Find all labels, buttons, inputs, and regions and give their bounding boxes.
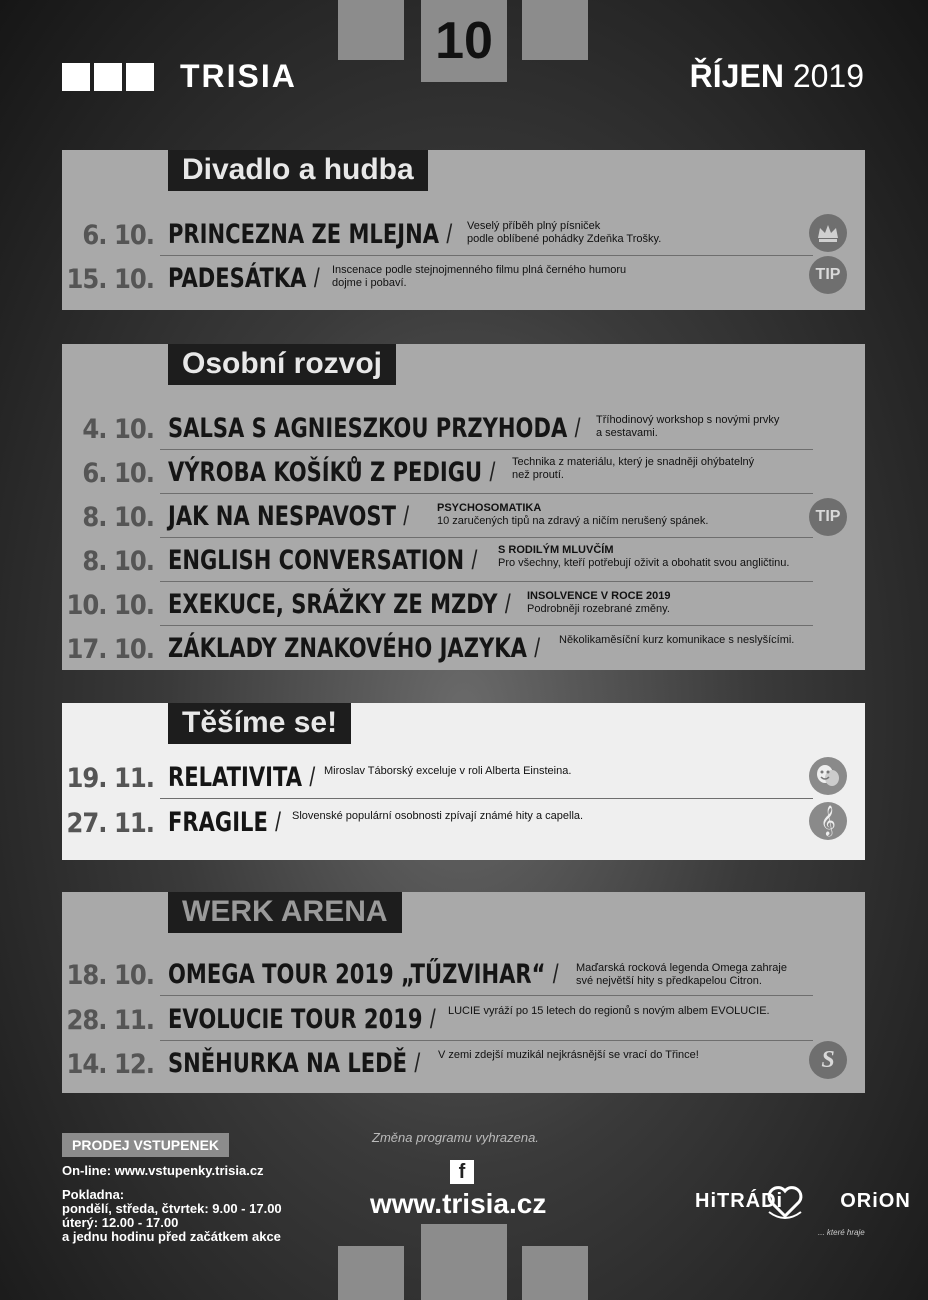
event-date: 10. 10. xyxy=(66,590,154,621)
event-title: VÝROBA KOŠÍKŮ Z PEDIGU / xyxy=(168,457,496,488)
hours-line-2: úterý: 12.00 - 17.00 xyxy=(62,1215,179,1230)
program-change-note: Změna programu vyhrazena. xyxy=(372,1130,539,1145)
ticket-sales-label: PRODEJ VSTUPENEK xyxy=(62,1133,229,1157)
month: ŘÍJEN xyxy=(689,58,784,94)
event-title: JAK NA NESPAVOST / xyxy=(168,501,410,532)
event-title: FRAGILE / xyxy=(168,807,282,838)
top-deco-block-right xyxy=(522,0,588,60)
event-row[interactable] xyxy=(62,256,865,300)
section-divadlo-a-hudba xyxy=(62,150,865,310)
event-desc: LUCIE vyráží po 15 letech do regionů s novým albem EVOLUCIE. xyxy=(448,1005,770,1017)
event-title: ENGLISH CONVERSATION / xyxy=(168,545,478,576)
event-desc: Několikaměsíční kurz komunikace s neslyšícími. xyxy=(559,634,795,646)
event-desc-text: 10 zaručených tipů na zdravý a ničím nerušený spánek. xyxy=(437,515,709,527)
radio-name-right: ORiON xyxy=(840,1190,911,1212)
event-date: 6. 10. xyxy=(82,220,154,251)
event-row[interactable] xyxy=(62,952,865,996)
event-date: 8. 10. xyxy=(82,546,154,577)
event-desc: Miroslav Táborský exceluje v roli Alberta Einsteina. xyxy=(324,765,572,777)
event-desc: Veselý příběh plný písniček podle oblíbené pohádky Zdeňka Trošky. xyxy=(467,220,662,245)
year: 2019 xyxy=(792,58,864,94)
event-title: EVOLUCIE TOUR 2019 / xyxy=(168,1004,436,1035)
bottom-deco-block-right xyxy=(522,1246,588,1300)
event-desc-text: Pro všechny, kteří potřebují oživit a obohatit svou angličtinu. xyxy=(498,557,790,569)
event-row[interactable] xyxy=(62,755,865,799)
event-date: 6. 10. xyxy=(82,458,154,489)
event-desc-text: Podrobněji rozebrané změny. xyxy=(527,603,670,615)
event-row[interactable] xyxy=(62,538,865,582)
logo-text: TRISIA xyxy=(180,58,297,94)
event-row[interactable] xyxy=(62,1041,865,1085)
event-date: 27. 11. xyxy=(66,808,154,839)
event-desc: V zemi zdejší muzikál nejkrásnější se vrací do Třince! xyxy=(438,1049,699,1061)
event-desc-heading: S RODILÝM MLUVČÍM xyxy=(498,544,614,556)
event-title: PRINCEZNA ZE MLEJNA / xyxy=(168,219,453,250)
event-desc xyxy=(498,544,789,570)
box-office-info xyxy=(62,1188,282,1244)
bottom-deco-block-left xyxy=(338,1246,404,1300)
event-date: 15. 10. xyxy=(66,264,154,295)
event-desc xyxy=(437,502,708,528)
website-link[interactable]: www.trisia.cz xyxy=(370,1188,547,1219)
event-desc: Slovenské populární osobnosti zpívají známé hity a capella. xyxy=(292,810,584,822)
crown-icon xyxy=(809,214,847,252)
online-sales[interactable]: On-line: www.vstupenky.trisia.cz xyxy=(62,1163,264,1178)
event-row[interactable] xyxy=(62,494,865,538)
treble-clef-icon: 𝄞 xyxy=(809,802,847,840)
radio-name-left: HiTRÁDi xyxy=(695,1190,784,1212)
event-title: PADESÁTKA / xyxy=(168,263,320,294)
top-deco-block-left xyxy=(338,0,404,60)
event-row[interactable] xyxy=(62,212,865,256)
section-werk-arena xyxy=(62,892,865,1093)
tip-badge: TIP xyxy=(809,498,847,536)
logo-squares-icon xyxy=(62,63,154,91)
event-title: RELATIVITA / xyxy=(168,762,316,793)
hours-line-1: pondělí, středa, čtvrtek: 9.00 - 17.00 xyxy=(62,1201,282,1216)
heart-icon xyxy=(765,1182,805,1222)
hours-line-3: a jednu hodinu před začátkem akce xyxy=(62,1229,281,1244)
event-row[interactable] xyxy=(62,406,865,450)
event-desc-heading: PSYCHOSOMATIKA xyxy=(437,502,542,514)
event-title: ZÁKLADY ZNAKOVÉHO JAZYKA / xyxy=(168,633,541,664)
event-date: 14. 12. xyxy=(66,1049,154,1080)
event-row[interactable] xyxy=(62,582,865,626)
event-desc: Inscenace podle stejnojmenného filmu plná černého humoru dojme i pobaví. xyxy=(332,264,627,289)
issue-number: 10 xyxy=(421,0,507,82)
section-title: Divadlo a hudba xyxy=(168,150,428,191)
section-title: Těšíme se! xyxy=(168,703,351,744)
section-title: WERK ARENA xyxy=(168,892,402,933)
row-separator xyxy=(160,798,813,799)
event-date: 17. 10. xyxy=(66,634,154,665)
event-row[interactable] xyxy=(62,997,865,1041)
event-date: 28. 11. xyxy=(66,1005,154,1036)
event-row[interactable] xyxy=(62,450,865,494)
box-office-label: Pokladna: xyxy=(62,1187,125,1202)
row-separator xyxy=(160,995,813,996)
section-title: Osobní rozvoj xyxy=(168,344,396,385)
event-title: SNĚHURKA NA LEDĚ / xyxy=(168,1048,421,1079)
event-title: SALSA S AGNIESZKOU PRZYHODA / xyxy=(168,413,581,444)
event-title: OMEGA TOUR 2019 „TŰZVIHAR“ / xyxy=(168,959,559,990)
event-title: EXEKUCE, SRÁŽKY ZE MZDY / xyxy=(168,589,511,620)
event-row[interactable] xyxy=(62,626,865,670)
month-year xyxy=(690,58,864,95)
event-desc xyxy=(527,590,670,616)
trisia-logo[interactable] xyxy=(62,58,297,95)
event-desc: Maďarská rocková legenda Omega zahraje své největší hity s předkapelou Citron. xyxy=(576,962,787,987)
event-desc: Tříhodinový workshop s novými prvky a sestavami. xyxy=(596,414,780,439)
event-date: 18. 10. xyxy=(66,960,154,991)
event-date: 4. 10. xyxy=(82,414,154,445)
event-date: 19. 11. xyxy=(66,763,154,794)
event-date: 8. 10. xyxy=(82,502,154,533)
bottom-deco-block-center xyxy=(421,1224,507,1300)
section-tesime-se xyxy=(62,703,865,860)
theatre-masks-icon xyxy=(809,757,847,795)
radio-slogan: ... které hraje xyxy=(818,1228,865,1237)
tip-badge: TIP xyxy=(809,256,847,294)
facebook-icon[interactable]: f xyxy=(450,1160,474,1184)
event-row[interactable] xyxy=(62,800,865,844)
section-osobni-rozvoj xyxy=(62,344,865,670)
event-desc-heading: INSOLVENCE V ROCE 2019 xyxy=(527,590,671,602)
event-desc: Technika z materiálu, který je snadněji ohýbatelný než proutí. xyxy=(512,456,755,481)
snehurka-logo-icon: S xyxy=(809,1041,847,1079)
